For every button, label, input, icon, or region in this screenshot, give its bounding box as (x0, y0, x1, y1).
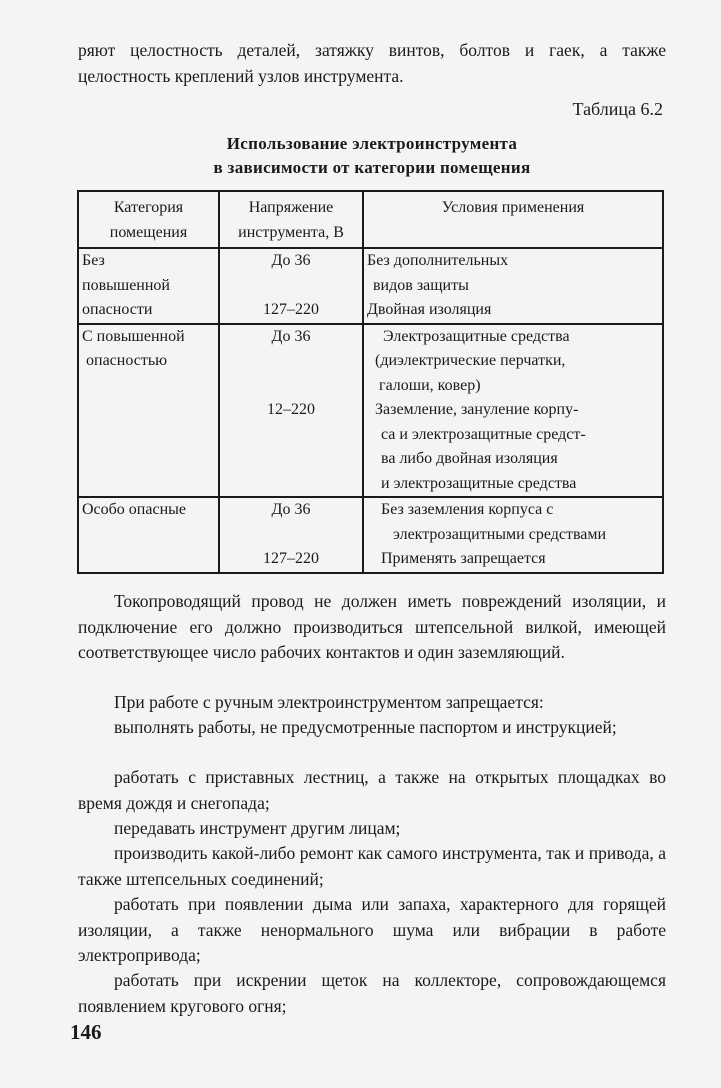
table-header-row (78, 191, 663, 248)
condition-line: Применять запрещается (381, 550, 546, 567)
table-row (78, 324, 663, 498)
list-item: передавать инструмент другим лицам; (114, 818, 401, 838)
category-line: Без (82, 252, 105, 269)
spacer (82, 472, 215, 497)
body-paragraph: При работе с ручным электроинструментом запрещается: (114, 692, 544, 712)
voltage-value: До 36 (271, 327, 311, 345)
spacer (82, 398, 215, 423)
cell-voltage (219, 324, 363, 498)
voltage-table (77, 190, 664, 574)
header-category-line-1: Категория (113, 199, 184, 216)
list-item: работать при появлении дыма или запаха, характерного для горящей изоляции, а также ненормального шума или вибрации в работе электропривода; (78, 894, 666, 965)
cell-category (78, 248, 219, 324)
header-conditions-line-1: Условия применения (441, 199, 585, 216)
header-conditions (363, 191, 663, 248)
condition-line: (диэлектрические перчатки, (375, 352, 566, 369)
cell-category (78, 497, 219, 573)
voltage-value: До 36 (271, 501, 311, 518)
voltage-value: 12–220 (267, 401, 315, 418)
voltage-value: 127–220 (263, 550, 319, 567)
category-line: С повышенной (82, 327, 185, 345)
spacer (82, 374, 215, 399)
table-title-line-1: Использование электроинструмента (226, 134, 518, 153)
table-title (78, 132, 666, 180)
cell-conditions (363, 324, 663, 498)
spacer (223, 374, 359, 399)
cell-voltage (219, 248, 363, 324)
header-voltage (219, 191, 363, 248)
table-title-line-2: в зависимости от категории помещения (213, 158, 531, 177)
cell-voltage (219, 497, 363, 573)
spacer (82, 523, 215, 548)
header-voltage-line-1: Напряжение (248, 199, 334, 216)
voltage-value: До 36 (271, 252, 311, 269)
intro-paragraph (78, 38, 666, 89)
category-line: опасностью (86, 352, 168, 369)
header-voltage-line-2: инструмента, В (238, 223, 344, 241)
table-row (78, 497, 663, 573)
condition-line: Без дополнительных (367, 252, 509, 269)
condition-line: Электрозащитные средства (383, 327, 570, 345)
condition-line: са и электрозащитные средст- (381, 425, 586, 443)
cell-conditions (363, 497, 663, 573)
intro-line-2: целостность креплений узлов инструмента. (78, 65, 404, 86)
table-number: Таблица 6.2 (572, 99, 663, 119)
condition-line: Без заземления корпуса с (381, 501, 554, 518)
spacer (223, 523, 359, 548)
condition-line: и электрозащитные средства (381, 474, 577, 492)
cell-category (78, 324, 219, 498)
category-line: Особо опасные (82, 501, 186, 518)
spacer (223, 274, 359, 299)
page-number: 146 (70, 1020, 102, 1044)
table-row (78, 248, 663, 324)
condition-line: Двойная изоляция (367, 301, 492, 318)
list-item: работать с приставных лестниц, а также на открытых площадках во время дождя и снегопада; (78, 767, 666, 813)
category-line: повышенной (82, 276, 170, 294)
spacer (223, 349, 359, 374)
condition-line: ва либо двойная изоляция (381, 450, 558, 467)
condition-line: видов защиты (373, 276, 469, 294)
cell-conditions (363, 248, 663, 324)
list-item: производить какой-либо ремонт как самого инструмента, так и привода, а также штепсельных соединений; (78, 843, 666, 889)
header-category-line-2: помещения (109, 223, 188, 241)
category-line: опасности (82, 301, 153, 318)
voltage-value: 127–220 (263, 301, 319, 318)
spacer (82, 423, 215, 448)
condition-line: Заземление, зануление корпу- (375, 401, 579, 418)
list-item: выполнять работы, не предусмотренные паспортом и инструкцией; (114, 717, 617, 737)
condition-line: электрозащитными средствами (393, 525, 607, 543)
list-item: работать при искрении щеток на коллекторе, сопровождающемся появлением кругового огня; (78, 970, 666, 1016)
spacer (82, 447, 215, 472)
intro-line-1: ряют целостность деталей, затяжку винтов, болтов и гаек, а также (78, 40, 666, 60)
header-category (78, 191, 219, 248)
spacer (82, 547, 215, 572)
condition-line: галоши, ковер) (379, 376, 481, 394)
body-paragraph: Токопроводящий провод не должен иметь повреждений изоляции, и подключение его должно производиться штепсельной вилкой, имеющей соответствующее число рабочих контактов и один заземляющий. (78, 591, 666, 662)
